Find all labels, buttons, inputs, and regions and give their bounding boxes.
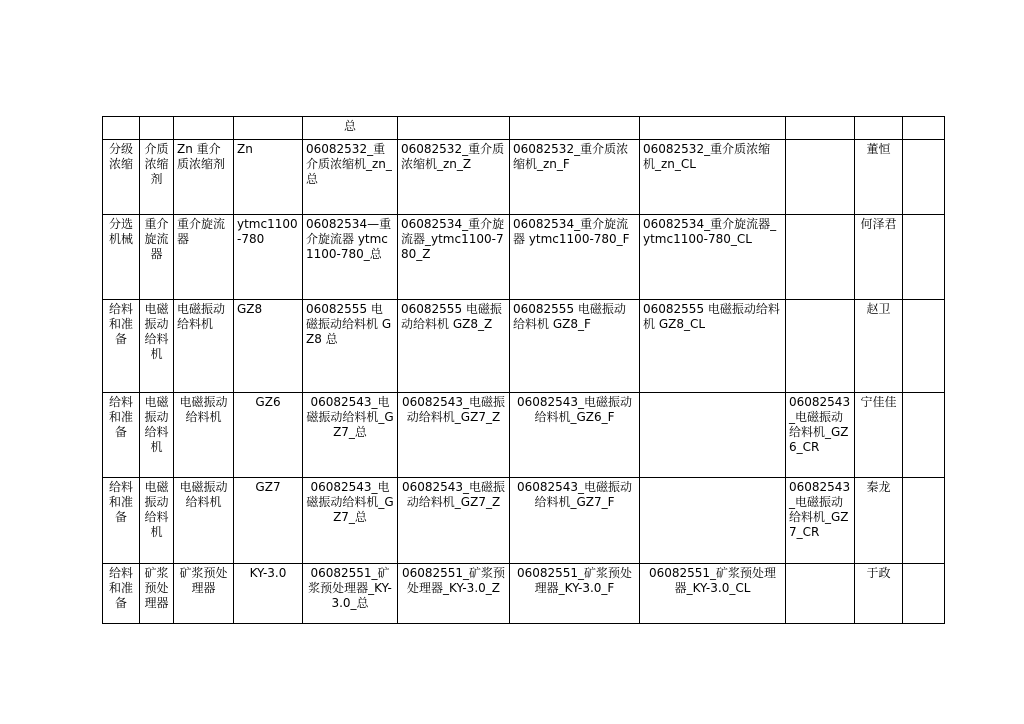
cr-code-cell: 06082543_电磁振动给料机_GZ6_CR [786, 393, 855, 478]
model-cell [234, 117, 303, 140]
type-cell: 电磁振动给料机 [140, 300, 174, 393]
equipment-name-cell: 电磁振动给料机 [174, 478, 234, 564]
table-row [103, 140, 945, 215]
cr-code-cell: 06082543_电磁振动给料机_GZ7_CR [786, 478, 855, 564]
type-cell [140, 117, 174, 140]
equipment-name-cell: 电磁振动给料机 [174, 393, 234, 478]
cr-code-cell [786, 300, 855, 393]
cl-code-cell: 06082532_重介质浓缩机_zn_CL [640, 140, 786, 215]
cl-code-cell: 06082555 电磁振动给料机 GZ8_CL [640, 300, 786, 393]
type-cell: 介质浓缩剂 [140, 140, 174, 215]
type-cell: 矿浆预处理器 [140, 564, 174, 624]
model-cell: GZ6 [234, 393, 303, 478]
owner-name-cell: 于政 [855, 564, 903, 624]
model-cell: GZ7 [234, 478, 303, 564]
cl-code-cell [640, 393, 786, 478]
equipment-name-cell: Zn 重介质浓缩剂 [174, 140, 234, 215]
equipment-name-cell: 电磁振动给料机 [174, 300, 234, 393]
table-row [103, 564, 945, 624]
equipment-name-cell: 重介旋流器 [174, 215, 234, 300]
cl-code-cell [640, 117, 786, 140]
owner-name-cell: 董恒 [855, 140, 903, 215]
extra-cell [903, 393, 945, 478]
table-row [103, 393, 945, 478]
total-code-cell: 06082534—重介旋流器 ytmc1100-780_总 [303, 215, 398, 300]
extra-cell [903, 215, 945, 300]
owner-name-cell: 宁佳佳 [855, 393, 903, 478]
category-cell: 给料和准备 [103, 564, 140, 624]
equipment-name-cell: 矿浆预处理器 [174, 564, 234, 624]
table-body [103, 117, 945, 624]
category-cell [103, 117, 140, 140]
owner-name-cell [855, 117, 903, 140]
category-cell: 给料和准备 [103, 393, 140, 478]
extra-cell [903, 564, 945, 624]
total-code-cell: 06082543_电磁振动给料机_GZ7_总 [303, 478, 398, 564]
total-code-cell: 06082555 电磁振动给料机 GZ8 总 [303, 300, 398, 393]
z-code-cell: 06082532_重介质浓缩机_zn_Z [398, 140, 510, 215]
model-cell: Zn [234, 140, 303, 215]
f-code-cell: 06082534_重介旋流器 ytmc1100-780_F [510, 215, 640, 300]
total-code-cell: 总 [303, 117, 398, 140]
model-cell: GZ8 [234, 300, 303, 393]
extra-cell [903, 300, 945, 393]
z-code-cell: 06082551_矿浆预处理器_KY-3.0_Z [398, 564, 510, 624]
cl-code-cell: 06082534_重介旋流器_ytmc1100-780_CL [640, 215, 786, 300]
category-cell: 给料和准备 [103, 300, 140, 393]
f-code-cell: 06082543_电磁振动给料机_GZ6_F [510, 393, 640, 478]
f-code-cell: 06082551_矿浆预处理器_KY-3.0_F [510, 564, 640, 624]
model-cell: ytmc1100-780 [234, 215, 303, 300]
cr-code-cell [786, 117, 855, 140]
f-code-cell: 06082532_重介质浓缩机_zn_F [510, 140, 640, 215]
owner-name-cell: 赵卫 [855, 300, 903, 393]
f-code-cell: 06082555 电磁振动给料机 GZ8_F [510, 300, 640, 393]
cr-code-cell [786, 140, 855, 215]
category-cell: 给料和准备 [103, 478, 140, 564]
type-cell: 电磁振动给料机 [140, 478, 174, 564]
table-row-top [103, 117, 945, 140]
f-code-cell [510, 117, 640, 140]
z-code-cell: 06082543_电磁振动给料机_GZ7_Z [398, 478, 510, 564]
z-code-cell: 06082555 电磁振动给料机 GZ8_Z [398, 300, 510, 393]
model-cell: KY-3.0 [234, 564, 303, 624]
cl-code-cell [640, 478, 786, 564]
extra-cell [903, 478, 945, 564]
cr-code-cell [786, 564, 855, 624]
table-row [103, 300, 945, 393]
z-code-cell: 06082543_电磁振动给料机_GZ7_Z [398, 393, 510, 478]
cr-code-cell [786, 215, 855, 300]
extra-cell [903, 140, 945, 215]
table-row [103, 215, 945, 300]
z-code-cell: 06082534_重介旋流器_ytmc1100-780_Z [398, 215, 510, 300]
category-cell: 分级浓缩 [103, 140, 140, 215]
category-cell: 分选机械 [103, 215, 140, 300]
type-cell: 电磁振动给料机 [140, 393, 174, 478]
equipment-table [102, 116, 945, 624]
z-code-cell [398, 117, 510, 140]
total-code-cell: 06082543_电磁振动给料机_GZ7_总 [303, 393, 398, 478]
f-code-cell: 06082543_电磁振动给料机_GZ7_F [510, 478, 640, 564]
equipment-name-cell [174, 117, 234, 140]
type-cell: 重介旋流器 [140, 215, 174, 300]
table-row [103, 478, 945, 564]
owner-name-cell: 秦龙 [855, 478, 903, 564]
total-code-cell: 06082551_矿浆预处理器_KY-3.0_总 [303, 564, 398, 624]
owner-name-cell: 何泽君 [855, 215, 903, 300]
cl-code-cell: 06082551_矿浆预处理器_KY-3.0_CL [640, 564, 786, 624]
extra-cell [903, 117, 945, 140]
total-code-cell: 06082532_重介质浓缩机_zn_总 [303, 140, 398, 215]
